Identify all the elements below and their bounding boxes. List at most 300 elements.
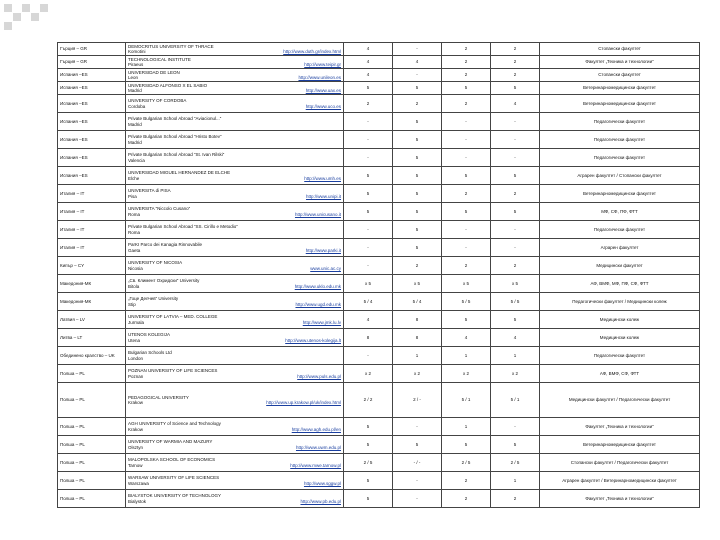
mobility-count-cell: 2: [442, 56, 491, 69]
mobility-count-cell: 2: [442, 257, 491, 275]
university-cell: [126, 239, 344, 257]
decorative-squares: [0, 0, 52, 40]
table-row: [58, 436, 700, 454]
mobility-count-cell: 1: [442, 418, 491, 436]
country-cell: Полша – PL: [58, 454, 126, 472]
university-location: [128, 320, 341, 325]
mobility-count-cell: 2: [491, 43, 540, 56]
mobility-count-cell: 5: [393, 113, 442, 131]
mobility-count-cell: 5: [344, 490, 393, 508]
country-cell: Гърция – GR: [58, 56, 126, 69]
mobility-count-cell: 5: [344, 82, 393, 95]
mobility-count-cell: 2 / 2: [344, 383, 393, 418]
country-cell: Литва – LT: [58, 329, 126, 347]
mobility-count-cell: 2: [491, 185, 540, 203]
mobility-count-cell: -: [393, 418, 442, 436]
mobility-count-cell: 2: [491, 56, 540, 69]
mobility-count-cell: 5: [344, 472, 393, 490]
country-cell: Полша – PL: [58, 490, 126, 508]
faculty-cell: Стопански факултет / Педагогически факултет: [540, 454, 700, 472]
university-cell: [126, 203, 344, 221]
country-cell: Италия – IT: [58, 221, 126, 239]
country-cell: Полша – PL: [58, 436, 126, 454]
faculty-cell: МФ, СФ, ПФ, ФТТ: [540, 203, 700, 221]
decor-square: [31, 13, 39, 21]
mobility-count-cell: 2 / -: [393, 383, 442, 418]
website-link[interactable]: http://www.duth.gr/index.html: [283, 49, 341, 54]
mobility-count-cell: 5: [344, 203, 393, 221]
website-link[interactable]: http://www.uwm.edu.pl: [295, 444, 341, 450]
university-name: Private Bulgarian School Abroad “St. Ivan Rilski”: [128, 152, 225, 158]
faculty-cell: Педагогически факултет: [540, 131, 700, 149]
country-cell: Латвия – LV: [58, 311, 126, 329]
university-location: [128, 427, 341, 432]
university-cell: [126, 436, 344, 454]
table-row: [58, 43, 700, 56]
table-row: [58, 490, 700, 508]
country-cell: Македония-МК: [58, 275, 126, 293]
mobility-count-cell: 2: [393, 95, 442, 113]
table-row: [58, 149, 700, 167]
mobility-count-cell: 5 / 1: [442, 383, 491, 418]
mobility-count-cell: 5: [491, 311, 540, 329]
faculty-cell: Ветеринарномедицински факултет: [540, 82, 700, 95]
faculty-cell: Факултет „Техника и технологии“: [540, 56, 700, 69]
mobility-count-cell: 2 / 5: [442, 454, 491, 472]
city-text: Piraeus: [128, 62, 144, 67]
table-row: [58, 347, 700, 365]
country-cell: Испания –ES: [58, 69, 126, 82]
mobility-count-cell: 5: [442, 311, 491, 329]
mobility-count-cell: 5: [491, 203, 540, 221]
university-cell: [126, 56, 344, 69]
university-cell: [126, 131, 344, 149]
mobility-count-cell: -: [442, 221, 491, 239]
university-name: UNIVERSITY OF LATVIA – MED. COLLEGE: [128, 314, 218, 320]
mobility-count-cell: 5: [393, 131, 442, 149]
university-location: [128, 499, 341, 504]
mobility-count-cell: 5: [491, 82, 540, 95]
country-cell: Испания –ES: [58, 167, 126, 185]
university-name: UNIVERSIDAD ALFONSO X EL SABIO: [128, 82, 208, 88]
mobility-count-cell: 2 / 5: [344, 454, 393, 472]
mobility-count-cell: -: [344, 131, 393, 149]
mobility-count-cell: 2: [442, 472, 491, 490]
country-cell: Полша – PL: [58, 383, 126, 418]
university-name: Private Bulgarian School Abroad “SS. Cirillo e Metodio”: [128, 224, 238, 230]
website-link[interactable]: http://www.unicusano.it: [294, 211, 341, 217]
mobility-count-cell: 4: [393, 56, 442, 69]
faculty-cell: Медицински факултет: [540, 257, 700, 275]
faculty-cell: Стопански факултет: [540, 69, 700, 82]
university-name: UNIVERSITA “Niccolo Cusano”: [128, 206, 191, 212]
country-cell: Полша – PL: [58, 472, 126, 490]
city-text: Pisa: [128, 193, 137, 199]
mobility-count-cell: -: [491, 418, 540, 436]
mobility-count-cell: 2: [491, 69, 540, 82]
university-name: UNIVERSITY OF NICOSIA: [128, 260, 183, 266]
mobility-count-cell: 5: [393, 167, 442, 185]
mobility-count-cell: -: [344, 149, 393, 167]
country-cell: Италия – IT: [58, 203, 126, 221]
country-cell: Испания –ES: [58, 113, 126, 131]
university-name: TECHNOLOGICAL INSTITUTE: [128, 56, 191, 62]
city-text: Cordoba: [128, 103, 146, 109]
website-link[interactable]: http://www.parki.it: [305, 247, 341, 253]
mobility-count-cell: -: [491, 239, 540, 257]
website-link[interactable]: http://www.umh.es: [304, 175, 341, 181]
mobility-count-cell: 4: [442, 329, 491, 347]
university-location: [128, 140, 341, 145]
university-location: [128, 176, 341, 181]
university-location: [128, 338, 341, 343]
faculty-cell: Педагогически факултет: [540, 221, 700, 239]
faculty-cell: Ветеринарномедицински факултет: [540, 95, 700, 113]
university-location: [128, 62, 341, 67]
decor-square: [40, 4, 48, 12]
university-cell: [126, 69, 344, 82]
university-location: [128, 75, 341, 80]
mobility-count-cell: 2: [442, 43, 491, 56]
website-link[interactable]: http://www.puls.edu.pl: [297, 373, 341, 379]
country-cell: Полша – PL: [58, 365, 126, 383]
university-cell: [126, 185, 344, 203]
table-row: [58, 383, 700, 418]
city-text: Roma: [128, 229, 141, 235]
university-location: [128, 49, 341, 54]
city-text: Leon: [128, 75, 139, 80]
mobility-count-cell: 8: [344, 329, 393, 347]
mobility-count-cell: -: [491, 113, 540, 131]
city-text: Krakow: [128, 400, 144, 405]
mobility-count-cell: -: [442, 239, 491, 257]
decor-square: [22, 4, 30, 12]
table-row: [58, 203, 700, 221]
mobility-count-cell: 2: [442, 95, 491, 113]
table-row: [58, 167, 700, 185]
mobility-count-cell: 5: [491, 167, 540, 185]
faculty-cell: Аграрен факултет / Ветеринарномедицински факултет: [540, 472, 700, 490]
university-cell: [126, 221, 344, 239]
mobility-count-cell: 5 / 5: [442, 293, 491, 311]
table-row: [58, 275, 700, 293]
university-name: „Гоце Делчев“ University: [128, 296, 179, 302]
country-cell: Гърция – GR: [58, 43, 126, 56]
mobility-count-cell: 1: [491, 347, 540, 365]
university-cell: [126, 167, 344, 185]
mobility-count-cell: 4: [344, 311, 393, 329]
university-cell: [126, 82, 344, 95]
mobility-count-cell: -: [442, 131, 491, 149]
mobility-count-cell: 8: [393, 311, 442, 329]
university-location: [128, 88, 341, 93]
university-name: UNIVERSIDAD MIGUEL HERNANDEZ DE ELCHE: [128, 170, 231, 176]
faculty-cell: АФ, ВМФ, МФ, ПФ, СФ, ФТТ: [540, 275, 700, 293]
mobility-count-cell: -: [491, 221, 540, 239]
university-cell: [126, 347, 344, 365]
mobility-count-cell: x 2: [442, 365, 491, 383]
university-cell: [126, 257, 344, 275]
mobility-count-cell: 5: [442, 436, 491, 454]
mobility-count-cell: -: [393, 69, 442, 82]
table-row: [58, 329, 700, 347]
faculty-cell: Факултет „Техника и технологии“: [540, 418, 700, 436]
mobility-count-cell: x 2: [393, 365, 442, 383]
mobility-count-cell: 2: [491, 490, 540, 508]
table-row: [58, 82, 700, 95]
table-body: [58, 43, 700, 508]
university-name: MALOPOLSKA SCHOOL OF ECONOMICS: [128, 457, 216, 463]
country-cell: Италия – IT: [58, 239, 126, 257]
mobility-count-cell: 5: [491, 436, 540, 454]
mobility-count-cell: 2: [491, 257, 540, 275]
city-text: Gaeta: [128, 247, 141, 253]
city-text: Warszawa: [128, 480, 149, 486]
university-name: WARSAW UNIVERSITY OF LIFE SCIENCES: [128, 475, 220, 481]
university-cell: [126, 490, 344, 508]
university-cell: [126, 472, 344, 490]
university-cell: [126, 95, 344, 113]
mobility-count-cell: x 2: [344, 365, 393, 383]
university-location: [128, 400, 341, 405]
mobility-count-cell: 2: [442, 490, 491, 508]
website-link[interactable]: http://www.mwe.tarnow.pl: [290, 462, 341, 468]
university-cell: [126, 275, 344, 293]
university-location: [128, 122, 341, 127]
city-text: Valencia: [128, 157, 145, 163]
website-link[interactable]: http://www.unipi.it: [305, 193, 341, 199]
university-name: BIALYSTOK UNIVERSITY OF TECHNOLOGY: [128, 493, 221, 499]
city-text: Bialystok: [128, 498, 147, 504]
mobility-count-cell: -: [393, 490, 442, 508]
mobility-count-cell: x 5: [393, 275, 442, 293]
city-text: Madrid: [128, 139, 142, 145]
university-cell: [126, 311, 344, 329]
university-cell: [126, 43, 344, 56]
mobility-count-cell: -: [344, 239, 393, 257]
country-cell: Македония-МК: [58, 293, 126, 311]
website-link[interactable]: http://www.uco.es: [305, 103, 341, 109]
university-location: [128, 445, 341, 450]
mobility-count-cell: -: [344, 113, 393, 131]
university-location: [128, 302, 341, 307]
mobility-count-cell: 2 / 5: [491, 454, 540, 472]
table-row: [58, 95, 700, 113]
city-text: Tarnow: [128, 462, 143, 468]
city-text: Utena: [128, 337, 141, 343]
mobility-count-cell: 5: [393, 185, 442, 203]
university-location: [128, 158, 341, 163]
mobility-count-cell: 5: [393, 149, 442, 167]
table-row: [58, 69, 700, 82]
faculty-cell: Ветеринарномедицински факултет: [540, 436, 700, 454]
country-cell: Кипър – CY: [58, 257, 126, 275]
website-link[interactable]: http://www.up.krakow.pl/uk/index.html: [266, 400, 341, 405]
mobility-count-cell: x 2: [491, 365, 540, 383]
mobility-count-cell: -: [491, 149, 540, 167]
table-row: [58, 113, 700, 131]
mobility-count-cell: 4: [344, 69, 393, 82]
university-cell: [126, 149, 344, 167]
country-cell: Италия – IT: [58, 185, 126, 203]
university-name: AGH UNIVERSITY of Science and Technology: [128, 421, 221, 427]
city-text: Madrid: [128, 121, 142, 127]
university-name: Private Bulgarian School Abroad “Hristo Botev”: [128, 134, 222, 140]
university-name: UNIVERSIDAD DE LEON: [128, 69, 180, 75]
table-row: [58, 454, 700, 472]
table-row: [58, 56, 700, 69]
website-link[interactable]: http://www.uklo.edu.mk: [294, 283, 341, 289]
city-text: Olsztyn: [128, 444, 144, 450]
mobility-count-cell: 5: [393, 436, 442, 454]
university-location: [128, 212, 341, 217]
faculty-cell: Факултет „Техника и технологии“: [540, 490, 700, 508]
partner-universities-table: [57, 42, 700, 508]
university-name: UTENOS KOLEGIJA: [128, 332, 171, 338]
faculty-cell: Педагогически факултет: [540, 113, 700, 131]
mobility-count-cell: 2: [442, 185, 491, 203]
faculty-cell: Стопански факултет: [540, 43, 700, 56]
mobility-count-cell: 5: [344, 185, 393, 203]
city-text: Bitola: [128, 283, 140, 289]
table-row: [58, 185, 700, 203]
website-link[interactable]: http://www.sggw.pl: [303, 480, 341, 486]
city-text: Poznan: [128, 373, 144, 379]
mobility-count-cell: 4: [491, 329, 540, 347]
faculty-cell: Педагогически факултет: [540, 347, 700, 365]
mobility-count-cell: 5: [442, 167, 491, 185]
university-location: [128, 481, 341, 486]
university-name: UNIVERSITY OF CORDOBA: [128, 98, 187, 104]
country-cell: Обединено кралство – UK: [58, 347, 126, 365]
mobility-count-cell: 5: [442, 82, 491, 95]
mobility-count-cell: 2: [393, 257, 442, 275]
university-location: [128, 104, 341, 109]
mobility-count-cell: -: [344, 257, 393, 275]
university-location: [128, 194, 341, 199]
mobility-count-cell: 2: [344, 95, 393, 113]
mobility-count-cell: 5: [344, 436, 393, 454]
university-cell: [126, 113, 344, 131]
city-text: Stip: [128, 301, 136, 307]
city-text: Elche: [128, 175, 140, 181]
mobility-count-cell: 8: [393, 329, 442, 347]
website-link[interactable]: http://www.uax.es: [305, 88, 341, 93]
table-row: [58, 257, 700, 275]
website-link[interactable]: http://www.utenos-kolegija.lt: [285, 337, 341, 343]
faculty-cell: Медицински факултет / Педагогически факултет: [540, 383, 700, 418]
university-name: „Св. Климент Охридски“ University: [128, 278, 200, 284]
university-cell: [126, 418, 344, 436]
faculty-cell: Аграрен факултет: [540, 239, 700, 257]
table-row: [58, 239, 700, 257]
decor-square: [4, 4, 12, 12]
table-row: [58, 293, 700, 311]
faculty-cell: Медицински колеж: [540, 329, 700, 347]
website-link[interactable]: http://www.agh.edu.pl/en: [291, 426, 341, 432]
city-text: Komotini: [128, 49, 146, 54]
university-cell: [126, 454, 344, 472]
table-row: [58, 221, 700, 239]
mobility-count-cell: x 5: [344, 275, 393, 293]
mobility-count-cell: -: [442, 113, 491, 131]
table-row: [58, 365, 700, 383]
mobility-count-cell: 1: [491, 472, 540, 490]
faculty-cell: АФ, ВМФ, СФ, ФТТ: [540, 365, 700, 383]
country-cell: Полша – PL: [58, 418, 126, 436]
faculty-cell: Аграрен факултет / Стопански факултет: [540, 167, 700, 185]
mobility-count-cell: 5: [393, 221, 442, 239]
mobility-count-cell: -: [491, 131, 540, 149]
website-link[interactable]: http://www.teipir.gr: [304, 62, 341, 67]
mobility-count-cell: 5 / 1: [491, 383, 540, 418]
university-name: POZNAN UNIVERSITY OF LIFE SCIENCES: [128, 368, 218, 374]
faculty-cell: Педагогически факултет / Медицински колеж: [540, 293, 700, 311]
table-row: [58, 311, 700, 329]
mobility-count-cell: 5: [344, 418, 393, 436]
mobility-count-cell: -: [393, 43, 442, 56]
mobility-count-cell: 5: [442, 203, 491, 221]
city-text: Jurmala: [128, 319, 145, 325]
mobility-count-cell: 5 / 4: [344, 293, 393, 311]
table-row: [58, 131, 700, 149]
mobility-count-cell: -: [442, 149, 491, 167]
university-name: UNIVERSITA di PISA: [128, 188, 171, 194]
mobility-count-cell: 5: [393, 239, 442, 257]
university-name: Bulgarian Schools Ltd: [128, 350, 172, 356]
mobility-count-cell: 4: [344, 56, 393, 69]
university-name: DEMOCRITUS UNIVERSITY OF THRACE: [128, 43, 214, 49]
table-row: [58, 472, 700, 490]
mobility-count-cell: -: [344, 221, 393, 239]
mobility-count-cell: 1: [393, 347, 442, 365]
city-text: Krakow: [128, 426, 144, 432]
country-cell: Испания –ES: [58, 131, 126, 149]
university-location: [128, 284, 341, 289]
city-text: Nicosia: [128, 265, 143, 271]
country-cell: Испания –ES: [58, 82, 126, 95]
mobility-count-cell: 1: [442, 347, 491, 365]
website-link[interactable]: http://www.pb.edu.pl: [300, 498, 341, 504]
mobility-count-cell: 4: [491, 95, 540, 113]
university-location: [128, 248, 341, 253]
decor-square: [4, 22, 12, 30]
university-cell: [126, 329, 344, 347]
mobility-count-cell: - / -: [393, 454, 442, 472]
mobility-count-cell: x 5: [442, 275, 491, 293]
decor-square: [13, 13, 21, 21]
mobility-count-cell: 5: [393, 82, 442, 95]
university-name: UNIVERSITY OF WARMIA AND MAZURY: [128, 439, 213, 445]
country-cell: Испания –ES: [58, 149, 126, 167]
city-text: Madrid: [128, 88, 142, 93]
city-text: Roma: [128, 211, 141, 217]
university-cell: [126, 383, 344, 418]
university-name: Private Bulgarian School Abroad “Aviacionul...”: [128, 116, 222, 122]
faculty-cell: Ветеринарномедицински факултет: [540, 185, 700, 203]
website-link[interactable]: http://www.unileon.es: [298, 75, 341, 80]
country-cell: Испания –ES: [58, 95, 126, 113]
mobility-count-cell: -: [344, 347, 393, 365]
website-link[interactable]: www.unic.ac.cy: [310, 265, 341, 271]
website-link[interactable]: http://www.ugd.edu.mk: [295, 301, 341, 307]
university-name: ParKI Parco dei Kanagia Rinnovabile: [128, 242, 203, 248]
mobility-count-cell: -: [393, 472, 442, 490]
university-location: [128, 230, 341, 235]
university-name: PEDAGOGICAL UNIVERSITY: [128, 394, 189, 400]
mobility-count-cell: 2: [442, 69, 491, 82]
website-link[interactable]: http://www.jmk.lu.lv: [302, 319, 341, 325]
